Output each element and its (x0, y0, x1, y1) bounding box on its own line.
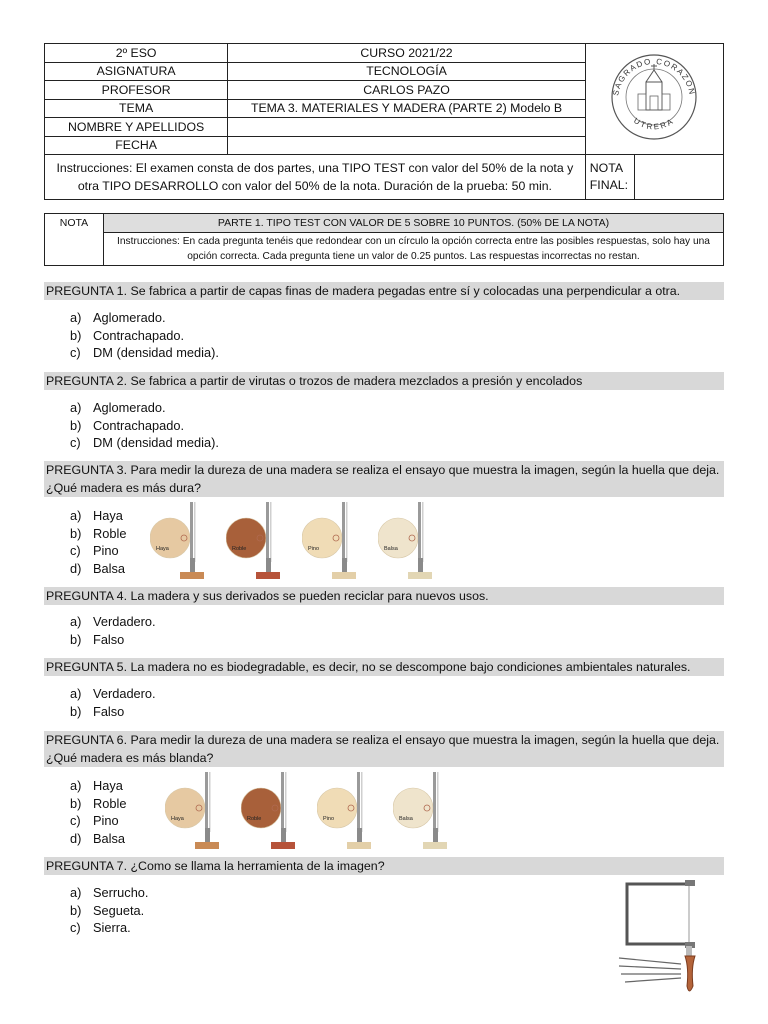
wood-sample-label: Roble (247, 816, 262, 822)
option-text: Aglomerado. (93, 310, 166, 325)
option-text: Falso (93, 631, 125, 647)
hardness-test-images-2 (165, 770, 455, 852)
hardness-sample-pino (317, 770, 379, 852)
option-text: Contrachapado. (93, 417, 185, 433)
option-text: Verdadero. (93, 686, 156, 701)
hardness-sample-roble (226, 500, 288, 582)
option-letter: a) (70, 885, 82, 900)
option-a[interactable] (70, 685, 156, 703)
hardness-sample-pino (302, 500, 364, 582)
option-text: Balsa (93, 830, 126, 846)
option-text: Pino (93, 813, 119, 828)
hardness-test-images-1 (150, 500, 440, 582)
header-label: PROFESOR (45, 81, 228, 100)
option-letter: b) (70, 703, 82, 719)
option-text: Sierra. (93, 920, 131, 935)
option-letter: b) (70, 525, 82, 541)
hardness-sample-haya (150, 500, 212, 582)
header-label: TEMA (45, 99, 228, 118)
option-letter: a) (70, 614, 82, 629)
wood-sample-label: Balsa (399, 816, 413, 822)
question-3-text: PREGUNTA 3. Para medir la dureza de una madera se realiza el ensayo que muestra la imagen, según la huella que deja. ¿Qué madera es más dura? (44, 461, 724, 497)
part-title: PARTE 1. TIPO TEST CON VALOR DE 5 SOBRE 10 PUNTOS. (50% DE LA NOTA) (104, 214, 724, 233)
option-letter: c) (70, 813, 81, 828)
option-b[interactable] (70, 327, 219, 345)
school-seal-icon (594, 48, 714, 146)
header-label: NOMBRE Y APELLIDOS (45, 118, 228, 137)
option-letter: d) (70, 830, 82, 846)
option-letter: a) (70, 310, 82, 325)
question-4-options (70, 613, 156, 648)
wood-disc-icon (317, 770, 379, 852)
option-text: Aglomerado. (93, 400, 166, 415)
header-value: CURSO 2021/22 (228, 44, 586, 63)
option-letter: c) (70, 543, 81, 558)
option-c[interactable] (70, 434, 219, 452)
name-field[interactable] (228, 118, 586, 137)
option-c[interactable] (70, 919, 148, 937)
school-logo-cell (585, 44, 723, 155)
wood-disc-icon (150, 500, 212, 582)
option-letter: a) (70, 778, 82, 793)
exam-instructions: Instrucciones: El examen consta de dos partes, una TIPO TEST con valor del 50% de la nota y otra TIPO DESARROLLO con valor del 50% de la nota. Duración de la prueba: 50 min. (45, 155, 586, 200)
option-text: DM (densidad media). (93, 435, 219, 450)
wood-disc-icon (393, 770, 455, 852)
wood-sample-label: Balsa (384, 546, 398, 552)
wood-sample-label: Pino (308, 546, 320, 552)
question-5-options (70, 685, 156, 720)
option-d[interactable] (70, 830, 126, 848)
svg-text:SAGRADO CORAZON (612, 57, 698, 96)
option-letter: c) (70, 920, 81, 935)
option-a[interactable] (70, 884, 148, 902)
option-letter: b) (70, 327, 82, 343)
part-instructions: Instrucciones: En cada pregunta tenéis que redondear con un círculo la opción correcta entre las posibles respuestas, solo hay una opción correcta. Cada pregunta tiene un valor de 0.25 puntos. Las respuestas incorrectas no restan. (104, 233, 724, 266)
seal-top-text: SAGRADO CORAZON (611, 56, 698, 97)
option-c[interactable] (70, 542, 126, 560)
option-text: Contrachapado. (93, 327, 185, 343)
option-letter: c) (70, 345, 81, 360)
option-b[interactable] (70, 417, 219, 435)
final-grade-field[interactable] (634, 155, 723, 200)
final-grade-label: NOTA FINAL: (585, 155, 634, 200)
option-letter: b) (70, 417, 82, 433)
option-b[interactable] (70, 525, 126, 543)
wood-sample-label: Haya (171, 816, 184, 822)
header-value: TEMA 3. MATERIALES Y MADERA (PARTE 2) Modelo B (228, 99, 586, 118)
question-7-text: PREGUNTA 7. ¿Como se llama la herramienta de la imagen? (44, 857, 724, 875)
option-letter: c) (70, 435, 81, 450)
wood-disc-icon (165, 770, 227, 852)
option-text: Haya (93, 778, 123, 793)
header-label: 2º ESO (45, 44, 228, 63)
hardness-sample-roble (241, 770, 303, 852)
option-letter: a) (70, 686, 82, 701)
wood-disc-icon (378, 500, 440, 582)
hardness-sample-haya (165, 770, 227, 852)
option-letter: d) (70, 560, 82, 576)
option-a[interactable] (70, 309, 219, 327)
option-b[interactable] (70, 631, 156, 649)
option-a[interactable] (70, 613, 156, 631)
question-4-text: PREGUNTA 4. La madera y sus derivados se pueden reciclar para nuevos usos. (44, 587, 724, 605)
seal-bottom-text: UTRERA (632, 116, 677, 132)
option-letter: a) (70, 508, 82, 523)
option-text: Haya (93, 508, 123, 523)
question-2-options (70, 399, 219, 452)
option-b[interactable] (70, 902, 148, 920)
option-b[interactable] (70, 795, 126, 813)
option-d[interactable] (70, 560, 126, 578)
hardness-sample-balsa (378, 500, 440, 582)
option-a[interactable] (70, 777, 126, 795)
option-text: Segueta. (93, 902, 145, 918)
option-letter: b) (70, 631, 82, 647)
wood-disc-icon (226, 500, 288, 582)
part-grade-label: NOTA (45, 214, 104, 266)
wood-disc-icon (241, 770, 303, 852)
question-6-options (70, 777, 126, 847)
question-2-text: PREGUNTA 2. Se fabrica a partir de virutas o trozos de madera mezclados a presión y encolados (44, 372, 724, 390)
option-text: Serrucho. (93, 885, 149, 900)
question-1-text: PREGUNTA 1. Se fabrica a partir de capas finas de madera pegadas entre sí y colocadas una perpendicular a otra. (44, 282, 724, 300)
part-table (44, 213, 724, 266)
option-a[interactable] (70, 507, 126, 525)
header-table (44, 43, 724, 200)
option-letter: b) (70, 795, 82, 811)
question-1-options (70, 309, 219, 362)
question-3-options (70, 507, 126, 577)
fret-saw-icon (615, 876, 705, 998)
option-a[interactable] (70, 399, 219, 417)
header-label: ASIGNATURA (45, 62, 228, 81)
question-6-text: PREGUNTA 6. Para medir la dureza de una madera se realiza el ensayo que muestra la imagen, según la huella que deja. ¿Qué madera es más blanda? (44, 731, 724, 767)
wood-sample-label: Haya (156, 546, 169, 552)
option-text: Balsa (93, 560, 126, 576)
svg-text:UTRERA (632, 116, 676, 132)
header-label: FECHA (45, 136, 228, 155)
wood-sample-label: Roble (232, 546, 247, 552)
option-text: Roble (93, 795, 127, 811)
question-7-options (70, 884, 148, 937)
wood-disc-icon (302, 500, 364, 582)
option-text: Verdadero. (93, 614, 156, 629)
option-text: Falso (93, 703, 125, 719)
option-text: DM (densidad media). (93, 345, 219, 360)
option-c[interactable] (70, 812, 126, 830)
option-letter: a) (70, 400, 82, 415)
option-letter: b) (70, 902, 82, 918)
question-5-text: PREGUNTA 5. La madera no es biodegradable, es decir, no se descompone bajo condiciones ambientales naturales. (44, 658, 724, 676)
header-value: CARLOS PAZO (228, 81, 586, 100)
option-b[interactable] (70, 703, 156, 721)
option-c[interactable] (70, 344, 219, 362)
option-text: Pino (93, 543, 119, 558)
option-text: Roble (93, 525, 127, 541)
header-value: TECNOLOGÍA (228, 62, 586, 81)
wood-sample-label: Pino (323, 816, 335, 822)
hardness-sample-balsa (393, 770, 455, 852)
date-field[interactable] (228, 136, 586, 155)
